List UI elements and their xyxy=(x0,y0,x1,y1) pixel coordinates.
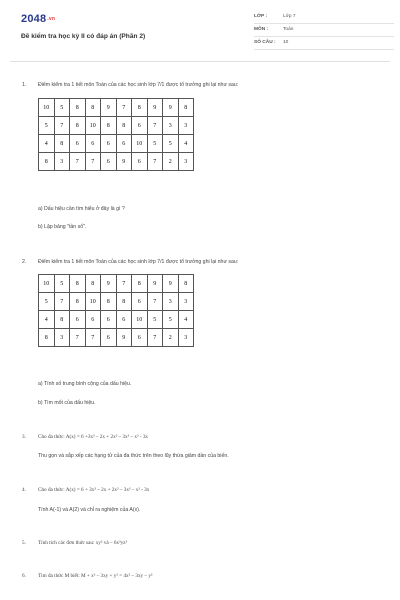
question-text: Tính tích các đơn thức sau: xy² và – 6x³yz² xyxy=(38,540,128,546)
table-cell: 3 xyxy=(54,153,70,171)
score-table-2 xyxy=(38,274,194,347)
score-table-1 xyxy=(38,98,194,171)
table-cell: 6 xyxy=(85,135,101,153)
table-cell: 3 xyxy=(163,117,179,135)
table-cell: 5 xyxy=(163,135,179,153)
meta-key: LỚP : xyxy=(254,14,268,19)
table-cell: 6 xyxy=(85,311,101,329)
table-cell: 7 xyxy=(116,99,132,117)
table-cell: 5 xyxy=(147,135,163,153)
question-text: Cho đa thức: A(x) = 6 +3x³ – 2x + 2x² – 3x³ – x² - 3x xyxy=(38,434,149,440)
table-cell: 6 xyxy=(101,329,117,347)
table-cell: 7 xyxy=(116,275,132,293)
table-cell: 8 xyxy=(178,275,194,293)
table-cell: 4 xyxy=(39,311,55,329)
table-cell: 5 xyxy=(163,311,179,329)
table-cell: 3 xyxy=(178,329,194,347)
question-sub: Thu gọn và sắp xếp các hạng tử của đa thức trên theo lũy thừa giảm dần của biến. xyxy=(38,453,229,459)
meta-divider xyxy=(254,49,394,50)
question-text: Điểm kiểm tra 1 tiết môn Toán của các học sinh lớp 7/1 được tổ trưởng ghi lại như sau: xyxy=(38,82,239,88)
table-cell: 6 xyxy=(116,135,132,153)
table-cell: 6 xyxy=(132,329,148,347)
table-cell: 10 xyxy=(132,135,148,153)
table-row xyxy=(39,329,194,347)
header-divider xyxy=(10,61,390,62)
meta-row-count xyxy=(254,40,394,53)
meta-divider xyxy=(254,36,394,37)
table-cell: 6 xyxy=(132,293,148,311)
table-cell: 7 xyxy=(70,153,86,171)
meta-value: Lớp 7 xyxy=(283,14,296,19)
table-row xyxy=(39,311,194,329)
question-number: 4. xyxy=(22,487,26,493)
table-cell: 8 xyxy=(85,99,101,117)
table-cell: 8 xyxy=(70,275,86,293)
table-cell: 8 xyxy=(54,135,70,153)
table-row xyxy=(39,135,194,153)
table-cell: 6 xyxy=(132,153,148,171)
table-cell: 6 xyxy=(101,135,117,153)
meta-info xyxy=(254,14,394,53)
table-cell: 10 xyxy=(85,117,101,135)
table-cell: 9 xyxy=(147,99,163,117)
table-cell: 8 xyxy=(132,99,148,117)
table-cell: 8 xyxy=(116,117,132,135)
table-cell: 5 xyxy=(54,275,70,293)
table-row xyxy=(39,117,194,135)
site-logo[interactable] xyxy=(21,13,55,25)
table-cell: 4 xyxy=(178,311,194,329)
question-text: Điểm kiểm tra 1 tiết môn Toán của các học sinh lớp 7/1 được tổ trưởng ghi lại như sau: xyxy=(38,259,239,265)
question-number: 5. xyxy=(22,540,26,546)
table-cell: 6 xyxy=(132,117,148,135)
table-cell: 7 xyxy=(85,153,101,171)
table-cell: 6 xyxy=(70,135,86,153)
table-cell: 8 xyxy=(101,117,117,135)
meta-value: 10 xyxy=(283,40,289,45)
table-cell: 4 xyxy=(178,135,194,153)
table-cell: 9 xyxy=(116,153,132,171)
question-sub-a: a) Dấu hiệu cần tìm hiểu ở đây là gì ? xyxy=(38,206,125,212)
meta-divider xyxy=(254,23,394,24)
table-cell: 7 xyxy=(147,153,163,171)
table-cell: 8 xyxy=(39,329,55,347)
page-title: Đề kiểm tra học kỳ II có đáp án (Phần 2) xyxy=(21,33,146,40)
table-cell: 7 xyxy=(85,329,101,347)
table-cell: 10 xyxy=(132,311,148,329)
table-cell: 8 xyxy=(132,275,148,293)
table-cell: 3 xyxy=(163,293,179,311)
logo-text: 2048 xyxy=(21,13,47,25)
meta-key: SỐ CÂU : xyxy=(254,40,276,45)
table-cell: 10 xyxy=(39,275,55,293)
table-cell: 8 xyxy=(70,117,86,135)
table-row xyxy=(39,153,194,171)
table-cell: 6 xyxy=(116,311,132,329)
table-cell: 10 xyxy=(39,99,55,117)
table-cell: 4 xyxy=(39,135,55,153)
table-row xyxy=(39,99,194,117)
question-number: 1. xyxy=(22,82,27,88)
page-header xyxy=(0,0,400,60)
table-cell: 8 xyxy=(101,293,117,311)
logo-suffix: .vn xyxy=(47,16,56,23)
table-cell: 5 xyxy=(39,293,55,311)
table-cell: 5 xyxy=(147,311,163,329)
table-cell: 8 xyxy=(54,311,70,329)
question-number: 2. xyxy=(22,259,27,265)
table-cell: 2 xyxy=(163,153,179,171)
table-cell: 3 xyxy=(178,153,194,171)
table-cell: 10 xyxy=(85,293,101,311)
table-cell: 5 xyxy=(39,117,55,135)
table-cell: 3 xyxy=(178,117,194,135)
meta-row-class xyxy=(254,14,394,27)
table-cell: 7 xyxy=(54,293,70,311)
question-text: Cho đa thức: A(x) = 6 + 3x³ – 2x + 2x² – 3x³ – x² - 3x xyxy=(38,487,150,493)
table-cell: 6 xyxy=(70,311,86,329)
table-cell: 8 xyxy=(39,153,55,171)
table-cell: 2 xyxy=(163,329,179,347)
question-sub-a: a) Tính số trung bình cộng của dấu hiệu. xyxy=(38,381,132,387)
meta-row-subject xyxy=(254,27,394,40)
question-sub-b: b) Lập bảng "tần số". xyxy=(38,224,87,230)
meta-value: Toán xyxy=(283,27,294,32)
table-cell: 8 xyxy=(178,99,194,117)
table-cell: 9 xyxy=(163,99,179,117)
table-cell: 5 xyxy=(54,99,70,117)
table-cell: 3 xyxy=(54,329,70,347)
table-cell: 7 xyxy=(147,329,163,347)
table-cell: 9 xyxy=(116,329,132,347)
table-cell: 8 xyxy=(116,293,132,311)
table-cell: 6 xyxy=(101,311,117,329)
meta-key: MÔN : xyxy=(254,27,269,32)
table-cell: 7 xyxy=(147,117,163,135)
table-row xyxy=(39,275,194,293)
question-text: Tìm đa thức M biết: M + x² – 3xy + y² = 4x² – 3xy – y² xyxy=(38,573,153,579)
question-number: 6. xyxy=(22,573,26,579)
table-cell: 9 xyxy=(101,275,117,293)
table-cell: 9 xyxy=(163,275,179,293)
table-cell: 9 xyxy=(101,99,117,117)
table-row xyxy=(39,293,194,311)
question-number: 3. xyxy=(22,434,26,440)
table-cell: 7 xyxy=(54,117,70,135)
table-cell: 8 xyxy=(85,275,101,293)
question-sub-b: b) Tìm mốt của dấu hiệu. xyxy=(38,400,96,406)
table-cell: 6 xyxy=(101,153,117,171)
table-cell: 7 xyxy=(147,293,163,311)
table-cell: 9 xyxy=(147,275,163,293)
table-cell: 7 xyxy=(70,329,86,347)
question-sub: Tính A(-1) và A(2) và chỉ ra nghiệm của A(x). xyxy=(38,507,141,513)
table-cell: 3 xyxy=(178,293,194,311)
table-cell: 8 xyxy=(70,293,86,311)
table-cell: 8 xyxy=(70,99,86,117)
